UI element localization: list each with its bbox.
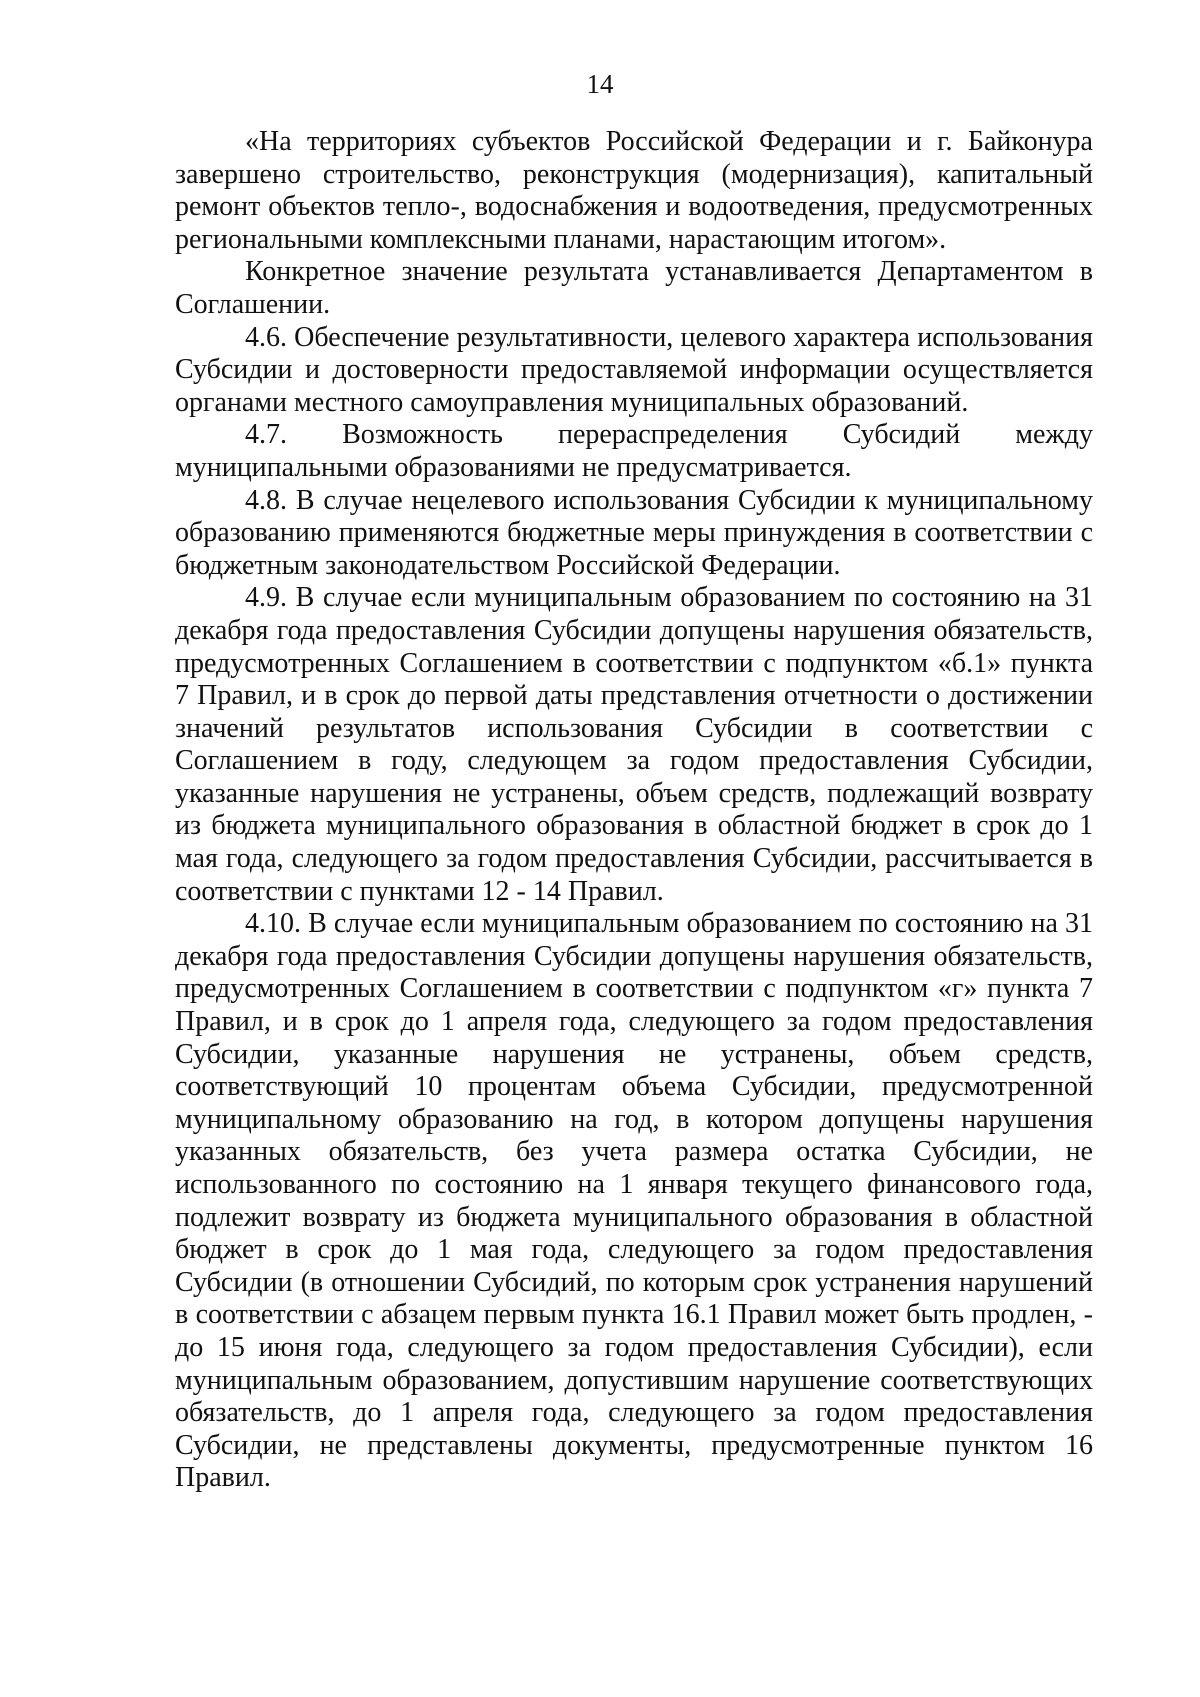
paragraph-4-7: 4.7. Возможность перераспределения Субсидий между муниципальными образованиями не предусматривается. [175,419,1093,483]
paragraph-result-value: Конкретное значение результата устанавливается Департаментом в Соглашении. [175,256,1093,320]
document-body [175,126,1093,1495]
page-number: 14 [586,69,614,99]
paragraph-4-9: 4.9. В случае если муниципальным образованием по состоянию на 31 декабря года предоставления Субсидии допущены нарушения обязательств, предусмотренных Соглашением в соответствии с подпунктом «б.1» пункта 7 Правил, и в срок до первой даты представления отчетности о достижении значений результатов использования Субсидии в соответствии с Соглашением в году, следующем за годом предоставления Субсидии, указанные нарушения не устранены, объем средств, подлежащий возврату из бюджета муниципального образования в областной бюджет в срок до 1 мая года, следующего за годом предоставления Субсидии, рассчитывается в соответствии с пунктами 12 - 14 Правил. [175,582,1093,907]
paragraph-result-description: «На территориях субъектов Российской Федерации и г. Байконура завершено строительство, реконструкция (модернизация), капитальный ремонт объектов тепло-, водоснабжения и водоотведения, предусмотренных региональными комплексными планами, нарастающим итогом». [175,126,1093,255]
paragraph-4-8: 4.8. В случае нецелевого использования Субсидии к муниципальному образованию применяются бюджетные меры принуждения в соответствии с бюджетным законодательством Российской Федерации. [175,484,1093,581]
paragraph-4-6: 4.6. Обеспечение результативности, целевого характера использования Субсидии и достоверности предоставляемой информации осуществляется органами местного самоуправления муниципальных образований. [175,321,1093,418]
paragraph-4-10: 4.10. В случае если муниципальным образованием по состоянию на 31 декабря года предоставления Субсидии допущены нарушения обязательств, предусмотренных Соглашением в соответствии с подпунктом «г» пункта 7 Правил, и в срок до 1 апреля года, следующего за годом предоставления Субсидии, указанные нарушения не устранены, объем средств, соответствующий 10 процентам объема Субсидии, предусмотренной муниципальному образованию на год, в котором допущены нарушения указанных обязательств, без учета размера остатка Субсидии, не использованного по состоянию на 1 января текущего финансового года, подлежит возврату из бюджета муниципального образования в областной бюджет в срок до 1 мая года, следующего за годом предоставления Субсидии (в отношении Субсидий, по которым срок устранения нарушений в соответствии с абзацем первым пункта 16.1 Правил может быть продлен, - до 15 июня года, следующего за годом предоставления Субсидии), если муниципальным образованием, допустившим нарушение соответствующих обязательств, до 1 апреля года, следующего за годом предоставления Субсидии, не представлены документы, предусмотренные пунктом 16 Правил. [175,908,1093,1494]
